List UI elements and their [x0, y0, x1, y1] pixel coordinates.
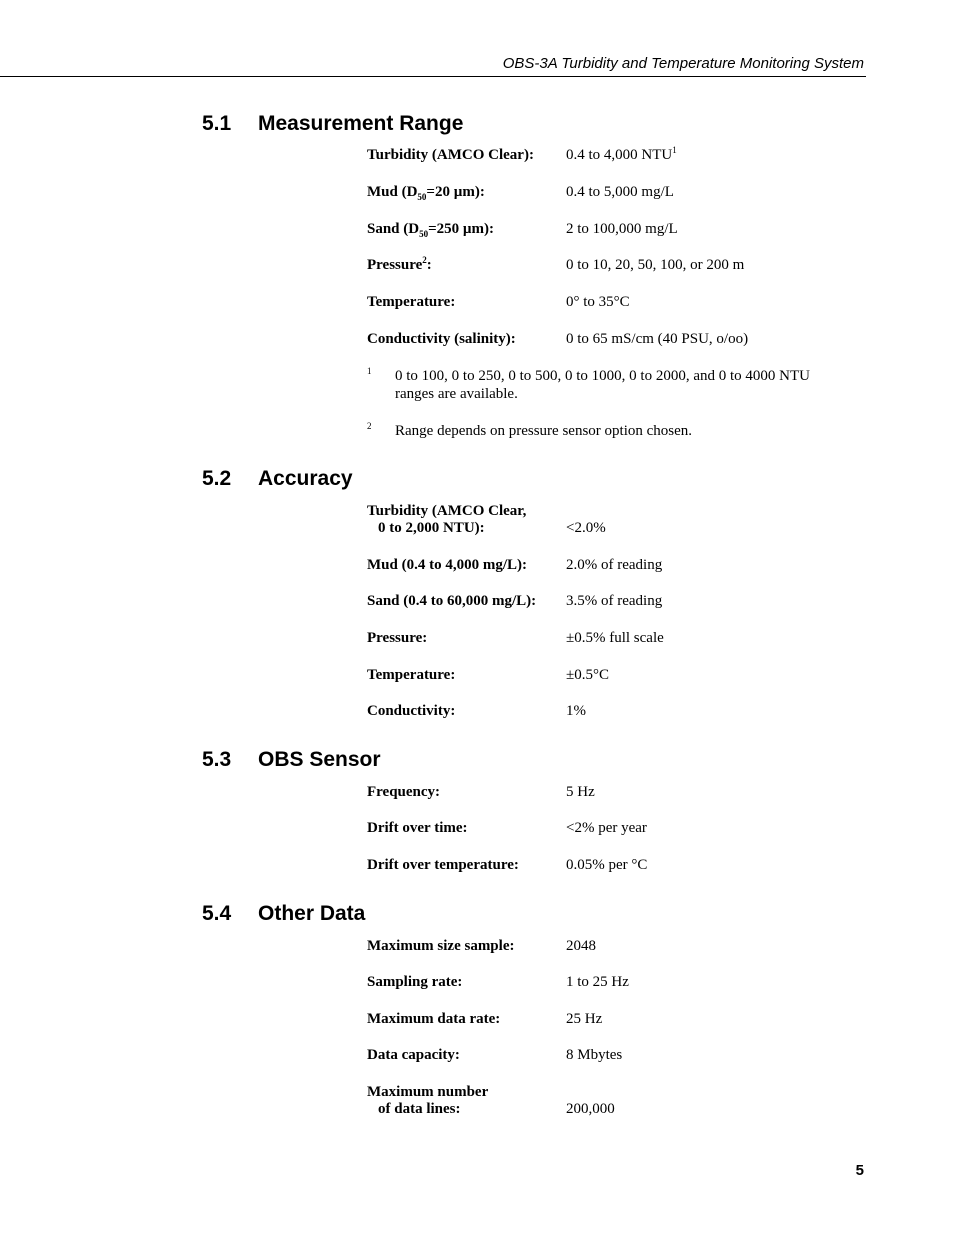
footnote-text: Range depends on pressure sensor option chosen. — [395, 423, 693, 439]
spec-label: Conductivity (salinity): — [367, 331, 516, 347]
spec-label: Drift over temperature: — [367, 857, 519, 873]
spec-label — [367, 184, 485, 201]
subscript: 50 — [419, 229, 429, 239]
spec-label: Turbidity (AMCO Clear): — [367, 147, 534, 163]
spec-label: Data capacity: — [367, 1047, 460, 1063]
spec-label — [367, 221, 494, 238]
spec-value: 0 to 10, 20, 50, 100, or 200 m — [566, 257, 745, 273]
spec-label: Sand (0.4 to 60,000 mg/L): — [367, 593, 537, 609]
spec-label: Mud (0.4 to 4,000 mg/L): — [367, 557, 527, 573]
spec-label — [367, 503, 526, 537]
running-header-title: OBS-3A Turbidity and Temperature Monitoring System — [502, 55, 864, 72]
spec-value: 0.05% per °C — [566, 857, 648, 873]
spec-value: 2.0% of reading — [566, 557, 663, 573]
section-heading-accuracy — [202, 467, 353, 491]
spec-value: 8 Mbytes — [566, 1047, 623, 1063]
section-heading-obs-sensor — [202, 748, 381, 772]
spec-label-text: =20 µm): — [426, 184, 485, 200]
spec-label-text: Sand (D — [367, 221, 420, 237]
spec-label: Temperature: — [367, 667, 456, 683]
spec-value: 1% — [566, 703, 586, 719]
spec-label: Temperature: — [367, 294, 456, 310]
subscript: 50 — [417, 192, 427, 202]
section-number: 5.1 — [202, 112, 232, 135]
spec-value: 0 to 65 mS/cm (40 PSU, o/oo) — [566, 331, 749, 347]
page-number: 5 — [855, 1162, 864, 1179]
spec-label-line: 0 to 2,000 NTU): — [378, 520, 485, 536]
footnote-ref: 1 — [672, 145, 677, 155]
section-title: Accuracy — [258, 467, 353, 490]
spec-value: 25 Hz — [566, 1011, 603, 1027]
section-number: 5.2 — [202, 467, 232, 490]
spec-value: 2048 — [566, 938, 596, 954]
spec-label-text: =250 µm): — [428, 221, 495, 237]
section-number: 5.4 — [202, 902, 232, 925]
spec-value: 3.5% of reading — [566, 593, 663, 609]
footnote-ref: 2 — [422, 255, 427, 265]
section-title: Measurement Range — [258, 112, 464, 135]
spec-value-text: 0.4 to 4,000 NTU — [566, 147, 673, 163]
spec-value: 1 to 25 Hz — [566, 974, 629, 990]
spec-value: ±0.5% full scale — [566, 630, 664, 646]
section-title: Other Data — [258, 902, 366, 925]
spec-label-text: : — [426, 257, 432, 273]
spec-label-line: of data lines: — [378, 1101, 461, 1117]
spec-label: Drift over time: — [367, 820, 468, 836]
spec-value: 0.4 to 5,000 mg/L — [566, 184, 674, 200]
spec-label: Frequency: — [367, 784, 441, 800]
footnote-mark: 1 — [367, 366, 372, 376]
spec-label — [367, 1084, 488, 1118]
spec-value: 200,000 — [566, 1101, 615, 1117]
spec-label — [367, 257, 432, 274]
spec-label: Maximum size sample: — [367, 938, 515, 954]
section-heading-measurement-range — [202, 112, 463, 136]
spec-label: Sampling rate: — [367, 974, 463, 990]
footnote-text: 0 to 100, 0 to 250, 0 to 500, 0 to 1000, 0 to 2000, and 0 to 4000 NTU ranges are available. — [395, 368, 810, 402]
spec-label: Conductivity: — [367, 703, 456, 719]
spec-label-line: Maximum number — [367, 1084, 489, 1100]
section-heading-other-data — [202, 902, 365, 926]
spec-label-text: Mud (D — [367, 184, 418, 200]
spec-value: ±0.5°C — [566, 667, 609, 683]
header-rule — [0, 76, 866, 77]
footnote-mark: 2 — [367, 421, 372, 431]
spec-value: 0° to 35°C — [566, 294, 630, 310]
spec-label: Pressure: — [367, 630, 428, 646]
section-title: OBS Sensor — [258, 748, 381, 771]
spec-label-text: Pressure — [367, 257, 423, 273]
spec-label: Maximum data rate: — [367, 1011, 501, 1027]
spec-label-line: Turbidity (AMCO Clear, — [367, 503, 527, 519]
spec-value: <2.0% — [566, 520, 606, 536]
spec-value: 5 Hz — [566, 784, 595, 800]
spec-value: <2% per year — [566, 820, 647, 836]
section-number: 5.3 — [202, 748, 232, 771]
spec-value — [566, 147, 677, 164]
spec-value: 2 to 100,000 mg/L — [566, 221, 678, 237]
